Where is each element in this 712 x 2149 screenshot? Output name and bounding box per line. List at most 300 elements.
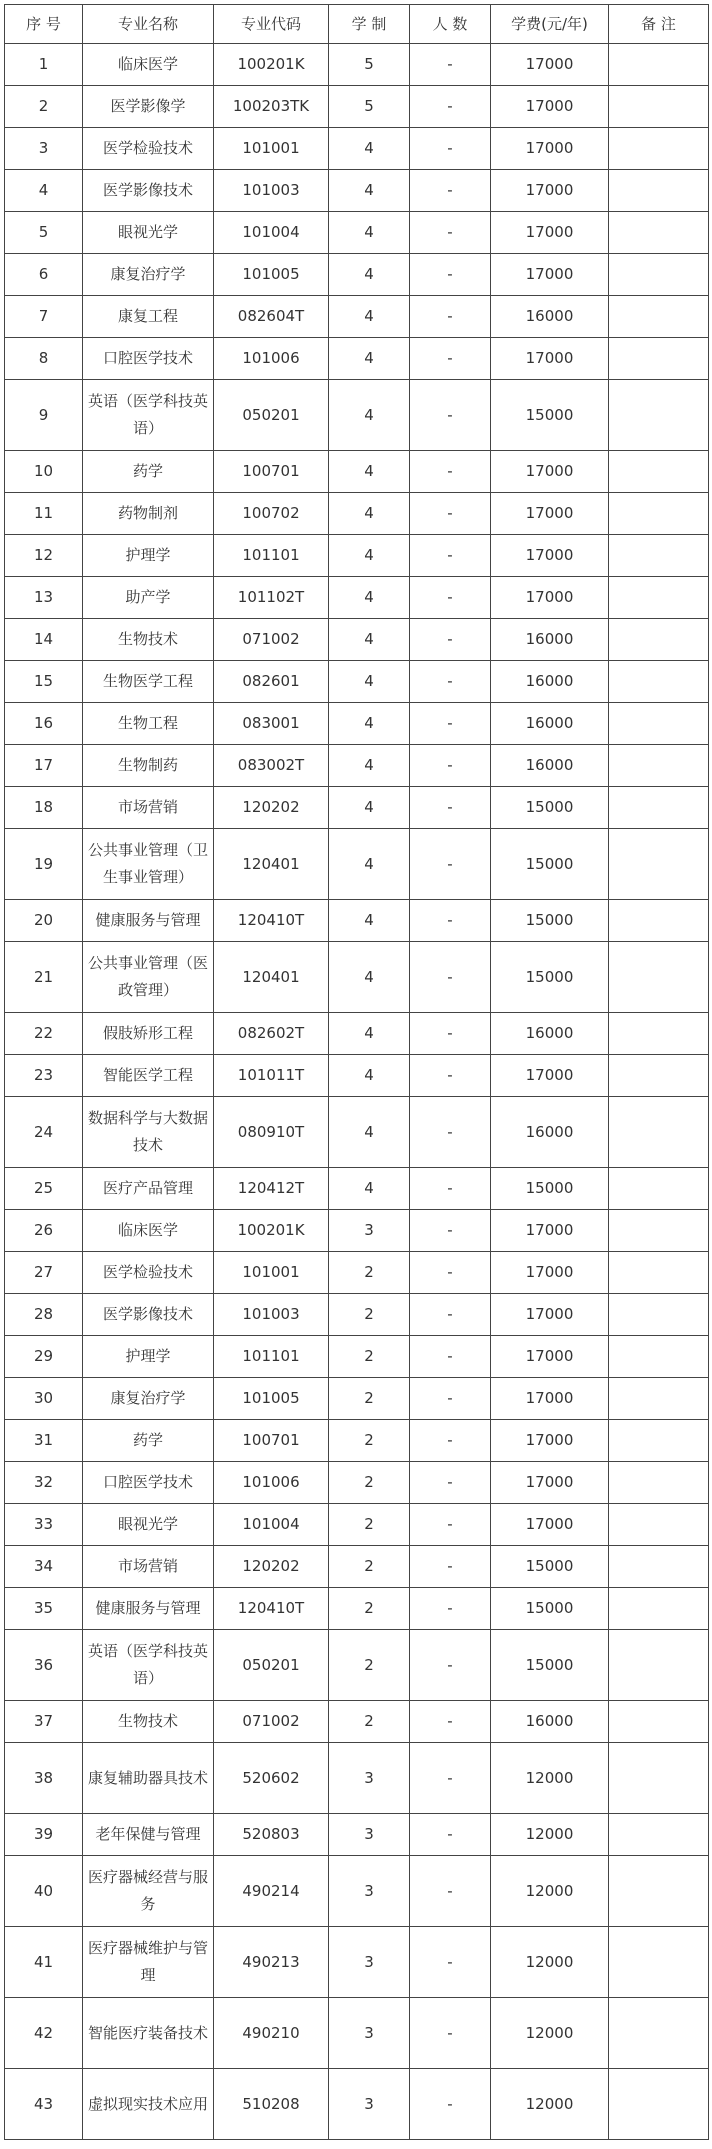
table-row (5, 1743, 709, 1814)
table-row (5, 493, 709, 535)
cell-tuition: 12000 (491, 1998, 609, 2069)
cell-duration: 2 (329, 1294, 410, 1336)
cell-remarks (609, 493, 709, 535)
cell-tuition: 12000 (491, 1927, 609, 1998)
cell-serial-number: 40 (5, 1856, 83, 1927)
cell-major-code: 050201 (214, 380, 329, 451)
table-row (5, 1856, 709, 1927)
cell-major-code: 101005 (214, 254, 329, 296)
cell-tuition: 15000 (491, 787, 609, 829)
cell-remarks (609, 1378, 709, 1420)
cell-tuition: 17000 (491, 493, 609, 535)
cell-serial-number: 8 (5, 338, 83, 380)
cell-major-name: 康复辅助器具技术 (83, 1743, 214, 1814)
cell-tuition: 15000 (491, 1588, 609, 1630)
cell-major-code: 510208 (214, 2069, 329, 2140)
cell-major-code: 100203TK (214, 86, 329, 128)
cell-major-code: 101101 (214, 1336, 329, 1378)
header-row (5, 5, 709, 44)
table-row (5, 1336, 709, 1378)
cell-tuition: 17000 (491, 1210, 609, 1252)
cell-remarks (609, 1546, 709, 1588)
cell-duration: 4 (329, 254, 410, 296)
cell-enrollment: - (410, 900, 491, 942)
cell-major-code: 082602T (214, 1013, 329, 1055)
table-row (5, 1814, 709, 1856)
cell-serial-number: 38 (5, 1743, 83, 1814)
cell-serial-number: 9 (5, 380, 83, 451)
table-row (5, 1927, 709, 1998)
table-row (5, 1378, 709, 1420)
table-header (5, 5, 709, 44)
cell-serial-number: 19 (5, 829, 83, 900)
cell-duration: 4 (329, 212, 410, 254)
cell-major-name: 药物制剂 (83, 493, 214, 535)
cell-duration: 4 (329, 787, 410, 829)
tuition-table-container (4, 4, 709, 2140)
table-row (5, 1546, 709, 1588)
cell-tuition: 16000 (491, 1701, 609, 1743)
cell-duration: 2 (329, 1588, 410, 1630)
cell-remarks (609, 44, 709, 86)
cell-tuition: 12000 (491, 1856, 609, 1927)
table-row (5, 1504, 709, 1546)
cell-serial-number: 30 (5, 1378, 83, 1420)
cell-major-name: 康复工程 (83, 296, 214, 338)
cell-major-code: 101006 (214, 338, 329, 380)
cell-major-code: 101005 (214, 1378, 329, 1420)
cell-tuition: 15000 (491, 1546, 609, 1588)
table-row (5, 338, 709, 380)
table-row (5, 170, 709, 212)
cell-major-name: 智能医疗装备技术 (83, 1998, 214, 2069)
header-enrollment: 人 数 (410, 5, 491, 44)
cell-remarks (609, 1210, 709, 1252)
cell-duration: 2 (329, 1420, 410, 1462)
cell-enrollment: - (410, 128, 491, 170)
cell-remarks (609, 1856, 709, 1927)
cell-major-name: 市场营销 (83, 1546, 214, 1588)
cell-major-code: 071002 (214, 619, 329, 661)
cell-remarks (609, 942, 709, 1013)
cell-duration: 4 (329, 1055, 410, 1097)
cell-remarks (609, 1462, 709, 1504)
cell-enrollment: - (410, 661, 491, 703)
cell-major-name: 健康服务与管理 (83, 900, 214, 942)
cell-serial-number: 41 (5, 1927, 83, 1998)
cell-major-name: 医学检验技术 (83, 1252, 214, 1294)
cell-enrollment: - (410, 1504, 491, 1546)
table-row (5, 1055, 709, 1097)
table-row (5, 1420, 709, 1462)
table-row (5, 1588, 709, 1630)
cell-major-name: 口腔医学技术 (83, 1462, 214, 1504)
table-row (5, 128, 709, 170)
cell-major-code: 120410T (214, 1588, 329, 1630)
cell-tuition: 17000 (491, 1294, 609, 1336)
cell-duration: 4 (329, 170, 410, 212)
cell-duration: 3 (329, 1856, 410, 1927)
cell-duration: 3 (329, 1210, 410, 1252)
table-row (5, 1998, 709, 2069)
cell-serial-number: 10 (5, 451, 83, 493)
cell-serial-number: 20 (5, 900, 83, 942)
table-row (5, 1097, 709, 1168)
cell-remarks (609, 619, 709, 661)
cell-major-name: 康复治疗学 (83, 254, 214, 296)
cell-remarks (609, 1504, 709, 1546)
cell-tuition: 15000 (491, 1168, 609, 1210)
table-row (5, 829, 709, 900)
cell-major-code: 120410T (214, 900, 329, 942)
table-row (5, 451, 709, 493)
cell-remarks (609, 1701, 709, 1743)
cell-major-code: 101102T (214, 577, 329, 619)
cell-enrollment: - (410, 1252, 491, 1294)
cell-major-name: 医学影像技术 (83, 1294, 214, 1336)
cell-enrollment: - (410, 1588, 491, 1630)
table-row (5, 212, 709, 254)
cell-remarks (609, 1294, 709, 1336)
cell-major-name: 医学影像学 (83, 86, 214, 128)
cell-major-code: 490214 (214, 1856, 329, 1927)
cell-major-code: 120401 (214, 942, 329, 1013)
cell-remarks (609, 1814, 709, 1856)
cell-major-code: 120412T (214, 1168, 329, 1210)
table-row (5, 1013, 709, 1055)
cell-major-code: 100201K (214, 1210, 329, 1252)
cell-serial-number: 1 (5, 44, 83, 86)
cell-remarks (609, 1013, 709, 1055)
cell-major-code: 120202 (214, 787, 329, 829)
cell-tuition: 17000 (491, 1252, 609, 1294)
cell-serial-number: 21 (5, 942, 83, 1013)
cell-major-name: 药学 (83, 451, 214, 493)
cell-duration: 4 (329, 577, 410, 619)
cell-enrollment: - (410, 703, 491, 745)
cell-duration: 2 (329, 1630, 410, 1701)
cell-tuition: 12000 (491, 1743, 609, 1814)
cell-enrollment: - (410, 451, 491, 493)
cell-duration: 3 (329, 1927, 410, 1998)
cell-tuition: 15000 (491, 380, 609, 451)
cell-remarks (609, 1630, 709, 1701)
cell-remarks (609, 254, 709, 296)
cell-enrollment: - (410, 1378, 491, 1420)
table-row (5, 254, 709, 296)
cell-enrollment: - (410, 1630, 491, 1701)
table-row (5, 577, 709, 619)
cell-major-code: 101101 (214, 535, 329, 577)
table-row (5, 44, 709, 86)
table-row (5, 1210, 709, 1252)
cell-serial-number: 22 (5, 1013, 83, 1055)
cell-enrollment: - (410, 577, 491, 619)
cell-major-code: 520602 (214, 1743, 329, 1814)
cell-tuition: 16000 (491, 703, 609, 745)
cell-major-name: 假肢矫形工程 (83, 1013, 214, 1055)
cell-serial-number: 43 (5, 2069, 83, 2140)
cell-tuition: 17000 (491, 1336, 609, 1378)
cell-major-name: 市场营销 (83, 787, 214, 829)
header-major-name: 专业名称 (83, 5, 214, 44)
cell-major-name: 医疗器械经营与服务 (83, 1856, 214, 1927)
cell-major-name: 医疗产品管理 (83, 1168, 214, 1210)
cell-major-code: 101004 (214, 1504, 329, 1546)
table-row (5, 1462, 709, 1504)
cell-serial-number: 12 (5, 535, 83, 577)
cell-major-name: 医学影像技术 (83, 170, 214, 212)
cell-enrollment: - (410, 535, 491, 577)
cell-major-name: 公共事业管理（卫生事业管理） (83, 829, 214, 900)
cell-serial-number: 16 (5, 703, 83, 745)
cell-major-code: 101004 (214, 212, 329, 254)
cell-serial-number: 39 (5, 1814, 83, 1856)
cell-remarks (609, 1168, 709, 1210)
cell-remarks (609, 451, 709, 493)
cell-major-code: 490210 (214, 1998, 329, 2069)
cell-tuition: 17000 (491, 254, 609, 296)
cell-major-name: 口腔医学技术 (83, 338, 214, 380)
table-row (5, 86, 709, 128)
cell-remarks (609, 212, 709, 254)
cell-remarks (609, 2069, 709, 2140)
cell-tuition: 15000 (491, 1630, 609, 1701)
cell-major-code: 101001 (214, 128, 329, 170)
cell-tuition: 12000 (491, 2069, 609, 2140)
table-row (5, 703, 709, 745)
cell-enrollment: - (410, 829, 491, 900)
cell-serial-number: 14 (5, 619, 83, 661)
cell-enrollment: - (410, 1546, 491, 1588)
cell-major-name: 生物制药 (83, 745, 214, 787)
table-row (5, 1701, 709, 1743)
cell-enrollment: - (410, 1856, 491, 1927)
cell-duration: 4 (329, 296, 410, 338)
header-remarks: 备 注 (609, 5, 709, 44)
cell-tuition: 12000 (491, 1814, 609, 1856)
cell-enrollment: - (410, 942, 491, 1013)
cell-serial-number: 34 (5, 1546, 83, 1588)
cell-major-name: 生物技术 (83, 619, 214, 661)
cell-remarks (609, 170, 709, 212)
cell-enrollment: - (410, 1420, 491, 1462)
cell-serial-number: 18 (5, 787, 83, 829)
table-row (5, 296, 709, 338)
cell-serial-number: 28 (5, 1294, 83, 1336)
cell-enrollment: - (410, 1998, 491, 2069)
cell-tuition: 17000 (491, 128, 609, 170)
cell-major-name: 老年保健与管理 (83, 1814, 214, 1856)
cell-remarks (609, 1998, 709, 2069)
cell-serial-number: 7 (5, 296, 83, 338)
cell-duration: 3 (329, 1743, 410, 1814)
cell-duration: 4 (329, 380, 410, 451)
cell-enrollment: - (410, 1055, 491, 1097)
cell-tuition: 16000 (491, 296, 609, 338)
cell-major-name: 英语（医学科技英语） (83, 1630, 214, 1701)
table-row (5, 1294, 709, 1336)
header-serial-number: 序 号 (5, 5, 83, 44)
cell-remarks (609, 1097, 709, 1168)
cell-serial-number: 15 (5, 661, 83, 703)
header-major-code: 专业代码 (214, 5, 329, 44)
cell-major-name: 医学检验技术 (83, 128, 214, 170)
cell-major-name: 生物技术 (83, 1701, 214, 1743)
cell-remarks (609, 1252, 709, 1294)
table-row (5, 1630, 709, 1701)
cell-remarks (609, 1420, 709, 1462)
cell-duration: 4 (329, 942, 410, 1013)
cell-major-name: 临床医学 (83, 1210, 214, 1252)
cell-major-name: 临床医学 (83, 44, 214, 86)
cell-duration: 4 (329, 1168, 410, 1210)
cell-serial-number: 31 (5, 1420, 83, 1462)
cell-remarks (609, 1743, 709, 1814)
cell-serial-number: 13 (5, 577, 83, 619)
cell-major-name: 护理学 (83, 535, 214, 577)
cell-serial-number: 35 (5, 1588, 83, 1630)
cell-serial-number: 3 (5, 128, 83, 170)
table-row (5, 1168, 709, 1210)
cell-remarks (609, 380, 709, 451)
cell-serial-number: 36 (5, 1630, 83, 1701)
cell-enrollment: - (410, 745, 491, 787)
cell-enrollment: - (410, 1210, 491, 1252)
table-row (5, 900, 709, 942)
cell-remarks (609, 900, 709, 942)
cell-tuition: 15000 (491, 900, 609, 942)
cell-major-name: 智能医学工程 (83, 1055, 214, 1097)
cell-remarks (609, 1336, 709, 1378)
cell-major-code: 120401 (214, 829, 329, 900)
cell-tuition: 16000 (491, 745, 609, 787)
cell-tuition: 16000 (491, 661, 609, 703)
cell-enrollment: - (410, 619, 491, 661)
cell-serial-number: 27 (5, 1252, 83, 1294)
cell-serial-number: 23 (5, 1055, 83, 1097)
cell-major-name: 眼视光学 (83, 1504, 214, 1546)
cell-duration: 4 (329, 1097, 410, 1168)
cell-remarks (609, 1588, 709, 1630)
cell-duration: 4 (329, 829, 410, 900)
table-body (5, 44, 709, 2140)
cell-duration: 2 (329, 1336, 410, 1378)
cell-duration: 4 (329, 451, 410, 493)
cell-duration: 4 (329, 619, 410, 661)
cell-major-code: 100701 (214, 451, 329, 493)
cell-remarks (609, 1055, 709, 1097)
cell-tuition: 17000 (491, 170, 609, 212)
cell-remarks (609, 829, 709, 900)
cell-tuition: 17000 (491, 1420, 609, 1462)
cell-remarks (609, 535, 709, 577)
cell-enrollment: - (410, 1743, 491, 1814)
cell-tuition: 17000 (491, 44, 609, 86)
cell-major-code: 520803 (214, 1814, 329, 1856)
cell-tuition: 17000 (491, 535, 609, 577)
cell-enrollment: - (410, 296, 491, 338)
cell-serial-number: 2 (5, 86, 83, 128)
cell-major-code: 120202 (214, 1546, 329, 1588)
cell-enrollment: - (410, 1701, 491, 1743)
cell-major-name: 公共事业管理（医政管理） (83, 942, 214, 1013)
cell-remarks (609, 787, 709, 829)
table-row (5, 787, 709, 829)
cell-serial-number: 37 (5, 1701, 83, 1743)
cell-major-code: 490213 (214, 1927, 329, 1998)
cell-serial-number: 11 (5, 493, 83, 535)
cell-major-code: 071002 (214, 1701, 329, 1743)
cell-duration: 2 (329, 1462, 410, 1504)
cell-duration: 4 (329, 128, 410, 170)
cell-tuition: 16000 (491, 1013, 609, 1055)
cell-remarks (609, 338, 709, 380)
cell-major-code: 083002T (214, 745, 329, 787)
cell-duration: 3 (329, 2069, 410, 2140)
cell-major-name: 生物医学工程 (83, 661, 214, 703)
cell-duration: 4 (329, 1013, 410, 1055)
cell-major-name: 英语（医学科技英语） (83, 380, 214, 451)
cell-major-code: 101001 (214, 1252, 329, 1294)
cell-remarks (609, 745, 709, 787)
table-row (5, 2069, 709, 2140)
cell-remarks (609, 661, 709, 703)
cell-duration: 5 (329, 44, 410, 86)
cell-duration: 4 (329, 493, 410, 535)
cell-enrollment: - (410, 2069, 491, 2140)
cell-remarks (609, 128, 709, 170)
cell-major-name: 数据科学与大数据技术 (83, 1097, 214, 1168)
cell-tuition: 17000 (491, 1378, 609, 1420)
cell-enrollment: - (410, 787, 491, 829)
cell-enrollment: - (410, 338, 491, 380)
cell-major-code: 101003 (214, 170, 329, 212)
cell-serial-number: 26 (5, 1210, 83, 1252)
cell-duration: 4 (329, 703, 410, 745)
cell-major-name: 健康服务与管理 (83, 1588, 214, 1630)
cell-major-code: 080910T (214, 1097, 329, 1168)
cell-tuition: 17000 (491, 212, 609, 254)
cell-serial-number: 17 (5, 745, 83, 787)
cell-remarks (609, 296, 709, 338)
cell-enrollment: - (410, 1927, 491, 1998)
cell-tuition: 17000 (491, 1504, 609, 1546)
cell-enrollment: - (410, 1013, 491, 1055)
cell-major-code: 100701 (214, 1420, 329, 1462)
cell-enrollment: - (410, 1336, 491, 1378)
cell-tuition: 17000 (491, 1055, 609, 1097)
cell-serial-number: 32 (5, 1462, 83, 1504)
header-tuition: 学费(元/年) (491, 5, 609, 44)
cell-tuition: 16000 (491, 1097, 609, 1168)
cell-enrollment: - (410, 44, 491, 86)
cell-tuition: 15000 (491, 942, 609, 1013)
cell-major-code: 101006 (214, 1462, 329, 1504)
cell-serial-number: 5 (5, 212, 83, 254)
cell-major-name: 虚拟现实技术应用 (83, 2069, 214, 2140)
cell-tuition: 15000 (491, 829, 609, 900)
cell-duration: 4 (329, 900, 410, 942)
cell-serial-number: 25 (5, 1168, 83, 1210)
cell-major-name: 护理学 (83, 1336, 214, 1378)
cell-major-name: 生物工程 (83, 703, 214, 745)
cell-duration: 3 (329, 1998, 410, 2069)
cell-tuition: 16000 (491, 619, 609, 661)
cell-enrollment: - (410, 1097, 491, 1168)
cell-enrollment: - (410, 86, 491, 128)
cell-duration: 4 (329, 661, 410, 703)
